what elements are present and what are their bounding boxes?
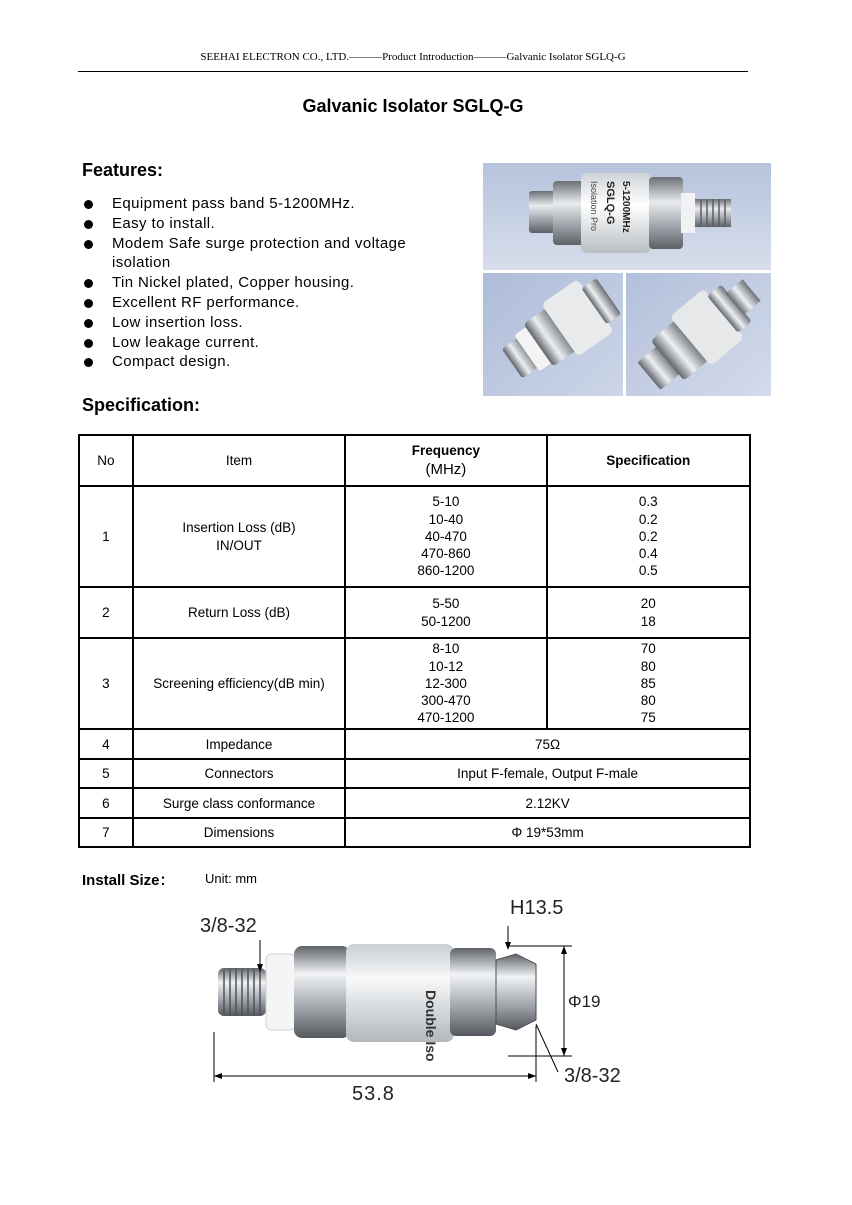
specification-table — [78, 434, 751, 848]
dim-label-hex: H13.5 — [510, 897, 564, 919]
install-size-heading: Install Size： — [82, 872, 175, 889]
table-row: 1 Insertion Loss (dB) IN/OUT 5-10 10-40 40-470 470-860 860-1200 0.3 0.2 0.2 0.4 0.5 — [79, 486, 750, 587]
bullet-icon — [84, 339, 93, 348]
product-photo-top — [483, 163, 771, 270]
dim-label-length: 53.8 — [352, 1083, 395, 1105]
document-title: Galvanic Isolator SGLQ-G — [302, 96, 524, 116]
photo-label-model: SGLQ-G — [604, 181, 616, 225]
features-heading: Features: — [82, 160, 164, 180]
col-header-specification: Specification — [547, 435, 750, 486]
table-row: 4 Impedance 75Ω — [79, 729, 750, 759]
dim-label-diameter: Φ19 — [568, 992, 601, 1011]
product-photo-left — [483, 273, 623, 396]
col-header-frequency: Frequency (MHz) — [345, 435, 546, 486]
unit-label: Unit: mm — [205, 871, 257, 886]
dim-label-thread-left: 3/8-32 — [200, 915, 257, 937]
table-header-row — [79, 435, 750, 486]
bullet-icon — [84, 358, 93, 367]
table-row: 5 Connectors Input F-female, Output F-male — [79, 759, 750, 788]
feature-item: Tin Nickel plated, Copper housing. — [80, 273, 460, 293]
bullet-icon — [84, 319, 93, 328]
bullet-icon — [84, 279, 93, 288]
specification-heading: Specification: — [82, 395, 201, 415]
dim-label-thread-right: 3/8-32 — [564, 1065, 621, 1087]
product-photo-right — [626, 273, 771, 396]
photo-label-band: 5-1200MHz — [620, 181, 631, 233]
feature-item: Low leakage current. — [80, 333, 460, 353]
bullet-icon — [84, 299, 93, 308]
feature-item: Compact design. — [80, 352, 460, 372]
page-header: SEEHAI ELECTRON CO., LTD.———Product Introduction———Galvanic Isolator SGLQ-G — [200, 51, 626, 63]
bullet-icon — [84, 220, 93, 229]
feature-item: Modem Safe surge protection and voltage isolation — [80, 234, 460, 274]
col-header-item: Item — [133, 435, 345, 486]
svg-text:Double Iso: Double Iso — [423, 990, 439, 1062]
feature-item: Easy to install. — [80, 214, 460, 234]
table-row: 6 Surge class conformance 2.12KV — [79, 788, 750, 818]
photo-label-isolation: Isolation Pro — [589, 181, 599, 232]
col-header-no: No — [79, 435, 133, 486]
feature-item: Low insertion loss. — [80, 313, 460, 333]
bullet-icon — [84, 240, 93, 249]
table-row: 3 Screening efficiency(dB min) 8-10 10-12 12-300 300-470 470-1200 70 80 85 80 75 — [79, 638, 750, 729]
feature-item: Equipment pass band 5-1200MHz. — [80, 194, 460, 214]
header-divider — [78, 71, 748, 72]
feature-item: Excellent RF performance. — [80, 293, 460, 313]
table-row: 7 Dimensions Φ 19*53mm — [79, 818, 750, 847]
install-size-drawing — [190, 892, 650, 1127]
bullet-icon — [84, 200, 93, 209]
table-row: 2 Return Loss (dB) 5-50 50-1200 20 18 — [79, 587, 750, 638]
features-list — [80, 194, 460, 372]
